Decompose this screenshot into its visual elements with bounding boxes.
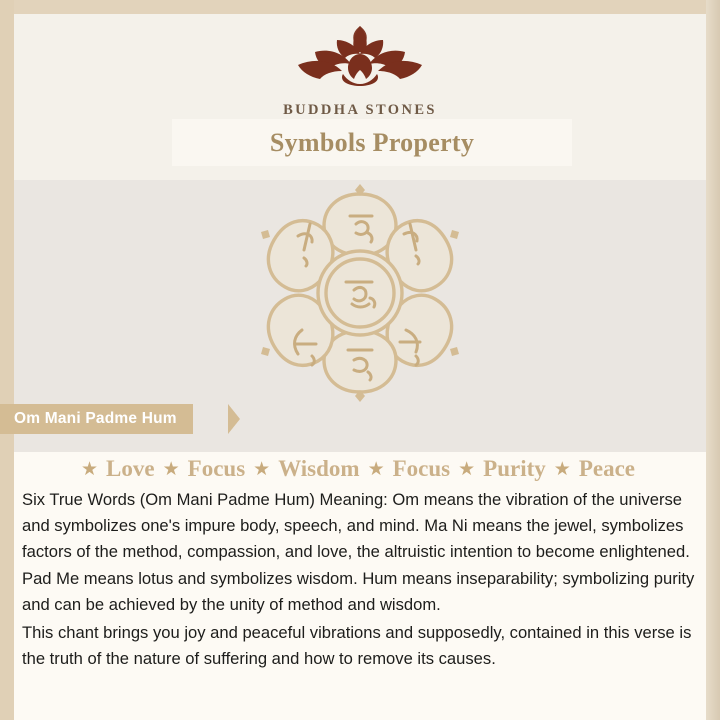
star-icon: ★ [367, 458, 385, 480]
description-paragraph-1: Six True Words (Om Mani Padme Hum) Meaning: Om means the vibration of the universe and symbolizes one's impure body, speech, and mind. Ma Ni means the jewel, symbolizes factors of the method, compassion, and love, the altruistic intention to become enlightened. Pad Me means lotus and symbolizes wisdom. Hum means inseparability; symbolizing purity and can be achieved by the unity of method and wisdom. [22, 490, 695, 614]
title-bar [172, 119, 572, 166]
keyword-peace: Peace [578, 456, 636, 481]
keyword-focus-1: Focus [187, 456, 246, 481]
star-icon: ★ [253, 458, 271, 480]
keyword-row [14, 456, 706, 482]
mandala-illustration [0, 178, 720, 408]
brand-logo [0, 18, 720, 119]
frame-band-top [0, 0, 720, 14]
star-icon: ★ [553, 458, 571, 480]
ribbon-label: Om Mani Padme Hum [14, 410, 177, 427]
ribbon-notch [228, 404, 240, 434]
keyword-wisdom: Wisdom [278, 456, 360, 481]
lotus-meditation-icon [285, 18, 435, 98]
star-icon: ★ [162, 458, 180, 480]
keyword-love: Love [106, 456, 155, 481]
description-paragraph-2: This chant brings you joy and peaceful vibrations and supposedly, contained in this verse is the truth of the nature of suffering and how to remove its causes. [22, 623, 692, 669]
keyword-focus-2: Focus [392, 456, 451, 481]
star-icon: ★ [458, 458, 476, 480]
description-block [22, 487, 708, 672]
ribbon-tag [0, 404, 193, 434]
star-icon: ★ [80, 458, 99, 480]
page-title: Symbols Property [269, 127, 475, 157]
keyword-purity: Purity [483, 456, 546, 481]
om-mani-padme-hum-mandala-icon [230, 178, 490, 408]
brand-name: BUDDHA STONES [283, 102, 437, 118]
